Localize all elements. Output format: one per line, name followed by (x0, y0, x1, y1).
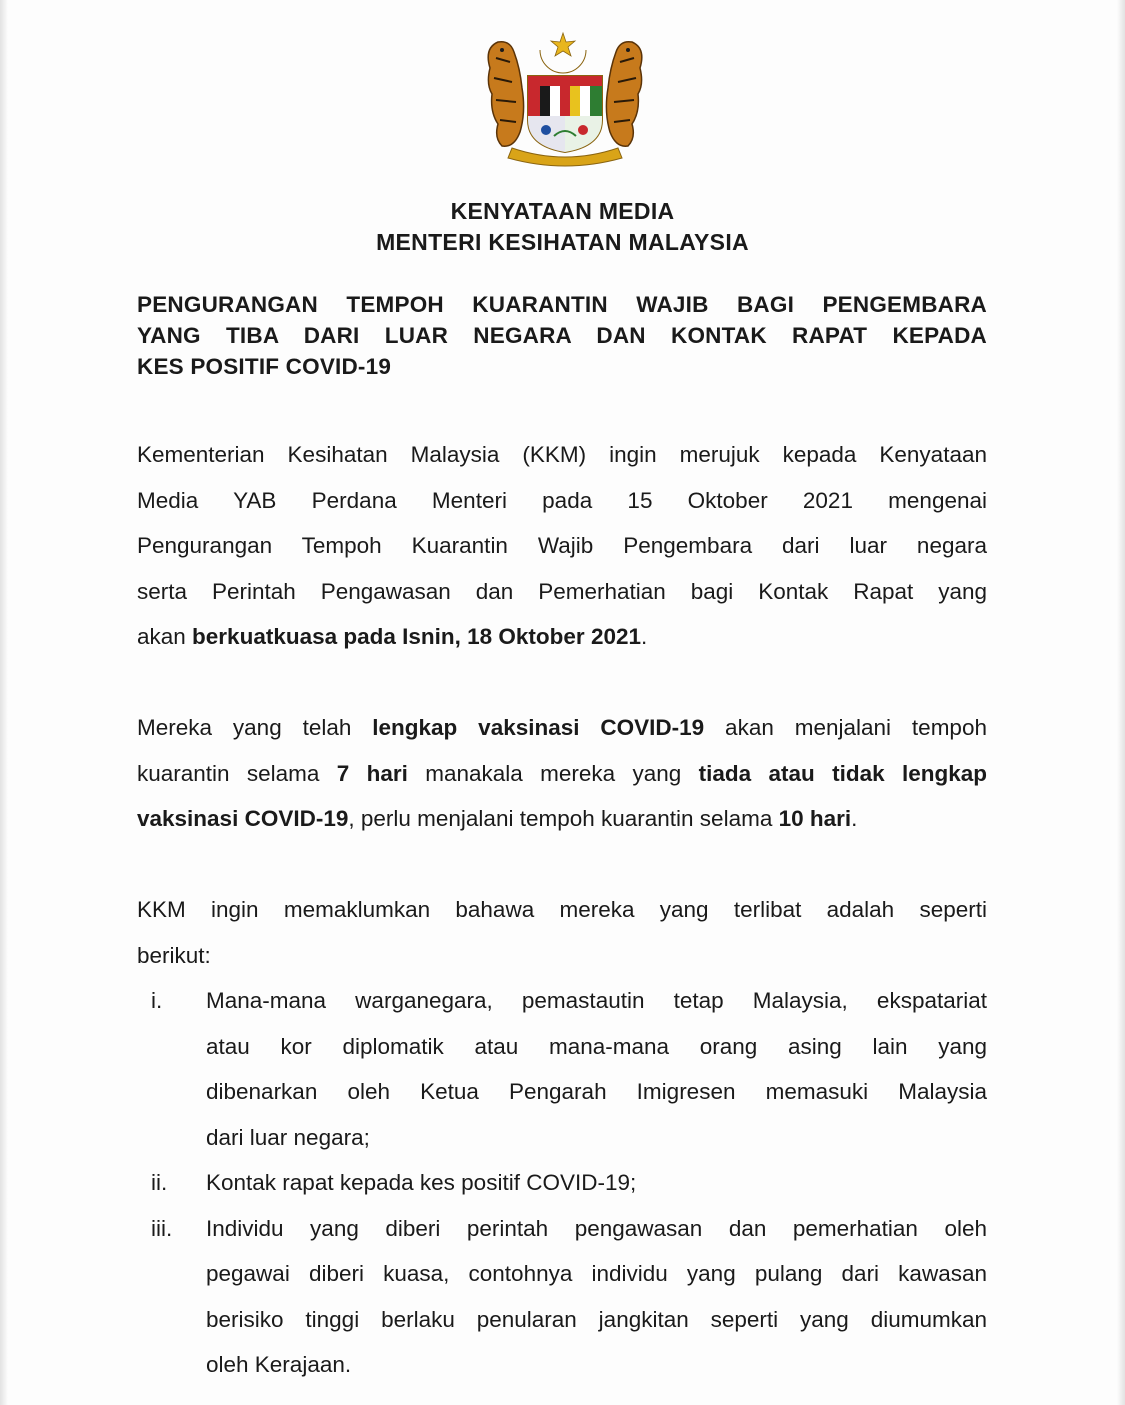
malaysia-coat-of-arms-logo (470, 28, 660, 168)
paragraph-line (137, 705, 987, 751)
bold-text: tiada atau tidak lengkap (698, 760, 987, 786)
list-item-line: pegawai diberi kuasa, contohnya individu yang pulang dari kawasan (206, 1261, 987, 1286)
bold-text: lengkap vaksinasi COVID-19 (372, 715, 705, 740)
paragraph-intro (137, 432, 987, 660)
list-item-line: berisiko tinggi berlaku penularan jangkitan seperti yang diumumkan (206, 1306, 987, 1332)
bold-text: vaksinasi COVID-19 (137, 806, 349, 831)
text-run: , perlu menjalani tempoh kuarantin selama (348, 806, 779, 831)
list-item (137, 978, 987, 1160)
effective-date-text: berkuatkuasa pada Isnin, 18 Oktober 2021 (192, 624, 641, 649)
text-run: . (641, 624, 648, 649)
paragraph-line (137, 614, 987, 660)
bold-text: 10 hari (778, 806, 852, 831)
list-numeral: i. (151, 988, 163, 1013)
paragraph-line (137, 796, 987, 842)
paragraph-line: serta Perintah Pengawasan dan Pemerhatian bagi Kontak Rapat yang (137, 578, 987, 604)
list-item (137, 1160, 987, 1206)
text-run: Mereka yang telah (137, 715, 373, 740)
paragraph-line: Kementerian Kesihatan Malaysia (KKM) ingin merujuk kepada Kenyataan (137, 442, 987, 467)
title-line: YANG TIBA DARI LUAR NEGARA DAN KONTAK RAPAT KEPADA (137, 323, 987, 348)
statement-type-heading: KENYATAAN MEDIA (450, 198, 675, 224)
affected-groups-list (137, 978, 987, 1388)
text-run: akan menjalani tempoh (704, 715, 987, 740)
text-run: akan (137, 624, 193, 649)
list-item-line: oleh Kerajaan. (206, 1352, 352, 1377)
list-item-line: dibenarkan oleh Ketua Pengarah Imigresen memasuki Malaysia (206, 1079, 987, 1104)
list-numeral: ii. (151, 1170, 168, 1195)
paragraph-line: Pengurangan Tempoh Kuarantin Wajib Pengembara dari luar negara (137, 533, 987, 558)
text-run: kuarantin selama (137, 760, 337, 786)
text-run: . (851, 806, 858, 831)
list-item-line: dari luar negara; (206, 1124, 370, 1150)
paragraph-line: KKM ingin memaklumkan bahawa mereka yang terlibat adalah seperti (137, 897, 987, 922)
list-item (137, 1206, 987, 1388)
list-item-line: Individu yang diberi perintah pengawasan dan pemerhatian oleh (206, 1215, 987, 1241)
list-item-line: Kontak rapat kepada kes positif COVID-19; (206, 1170, 637, 1195)
paragraph-line: Media YAB Perdana Menteri pada 15 Oktober 2021 mengenai (137, 487, 987, 513)
paragraph-line: berikut: (137, 942, 211, 968)
title-line: KES POSITIF COVID-19 (137, 354, 392, 379)
list-numeral: iii. (151, 1215, 173, 1241)
list-item-line: Mana-mana warganegara, pemastautin tetap Malaysia, ekspatariat (206, 988, 987, 1013)
statement-title (137, 289, 987, 382)
paragraph-line (137, 751, 987, 797)
list-item-line: atau kor diplomatik atau mana-mana orang asing lain yang (206, 1033, 987, 1059)
bold-text: 7 hari (336, 760, 408, 786)
paragraph-affected-groups (137, 887, 987, 978)
text-run: manakala mereka yang (407, 760, 699, 786)
title-line: PENGURANGAN TEMPOH KUARANTIN WAJIB BAGI PENGEMBARA (137, 292, 987, 317)
issuer-heading: MENTERI KESIHATAN MALAYSIA (376, 229, 749, 255)
paragraph-quarantine-period (137, 705, 987, 842)
